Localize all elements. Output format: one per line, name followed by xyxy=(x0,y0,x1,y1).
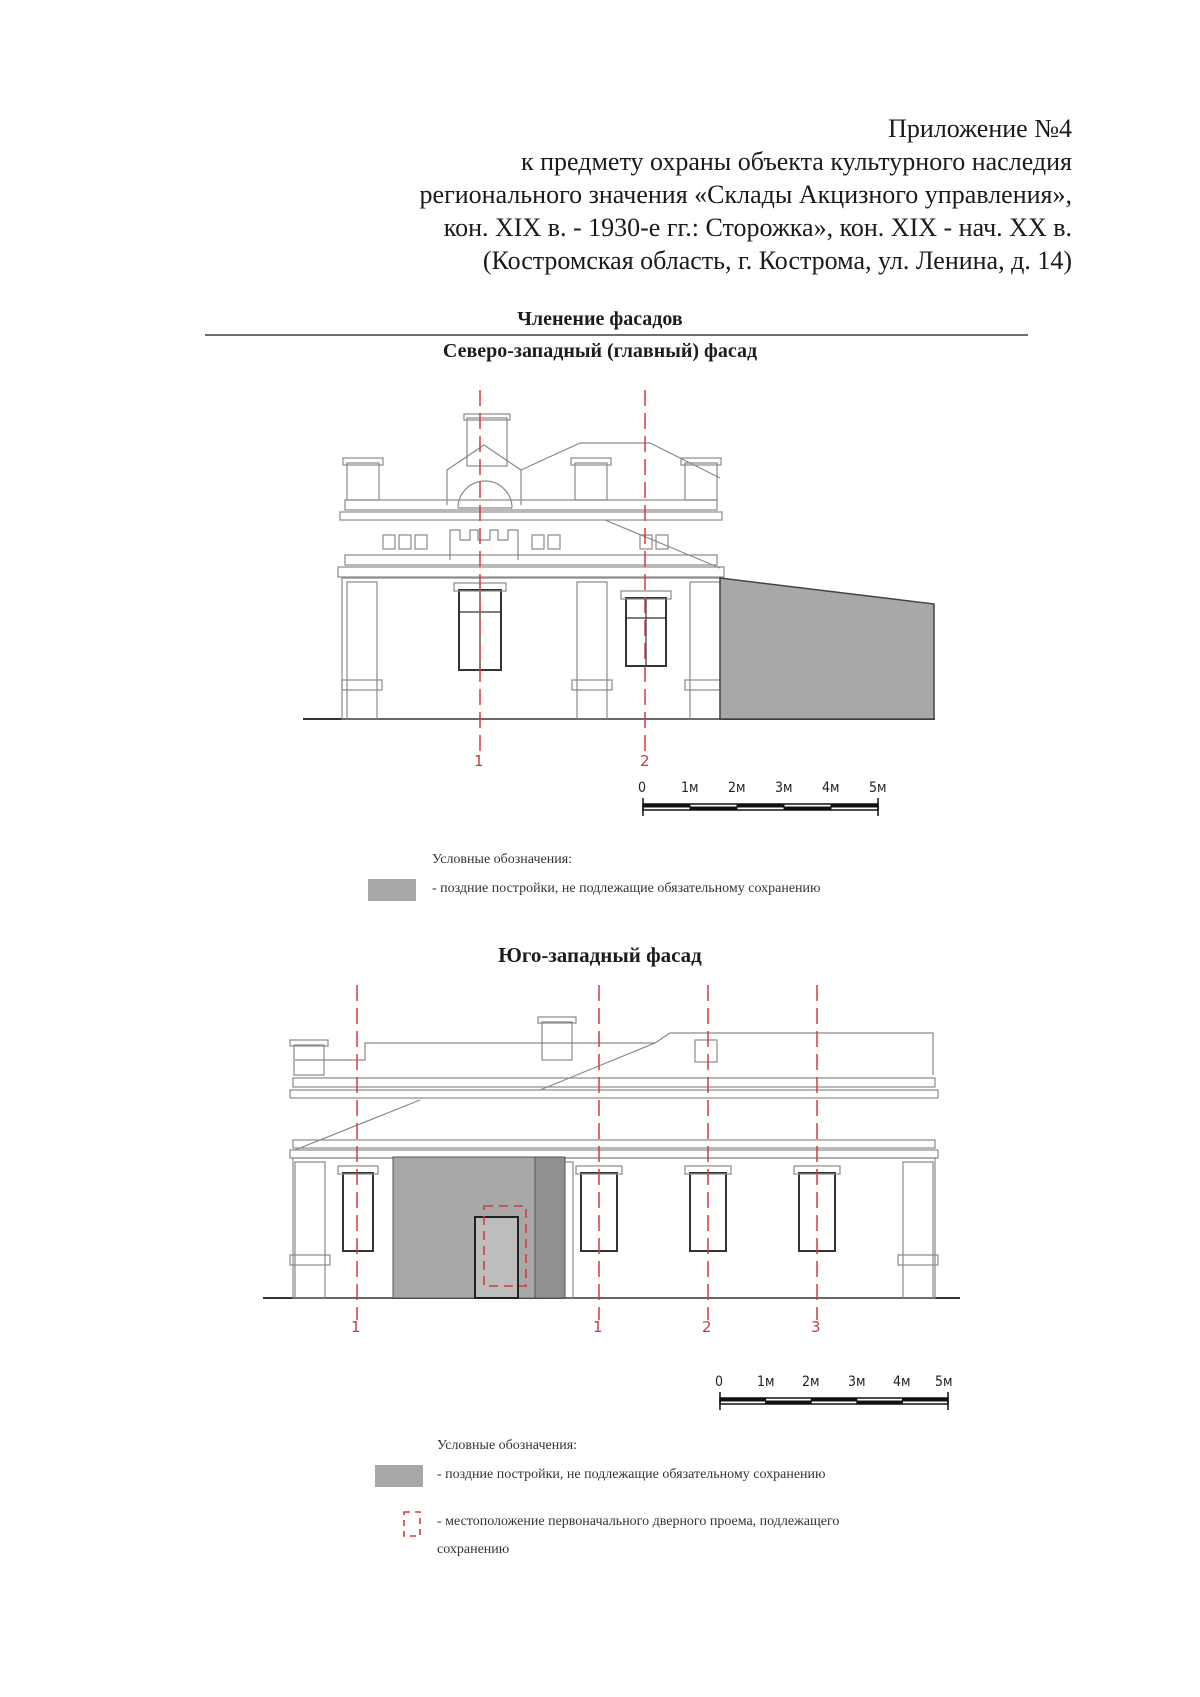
facade2-axis-label-1: 1 xyxy=(351,1318,361,1336)
legend-door-sample xyxy=(404,1512,420,1536)
facade2-legend-door: - местоположение первоначального дверного проема, подлежащего xyxy=(437,1514,840,1529)
facade2-legend-door-cont: сохранению xyxy=(437,1542,510,1557)
facade2-scale-label: 0 xyxy=(715,1374,724,1390)
facade2-scale-label: 3м xyxy=(848,1374,866,1390)
facade1-scale-label: 1м xyxy=(681,780,699,796)
facade2-title: Юго-западный фасад xyxy=(498,943,702,967)
header-line-4: кон. XIX в. - 1930-е гг.: Сторожка», кон. XIX - нач. XX в. xyxy=(443,213,1072,242)
facade2-scale-label: 4м xyxy=(893,1374,911,1390)
facade2-axis-label-3: 3 xyxy=(811,1318,821,1336)
facade1-axis-label-1: 1 xyxy=(474,752,484,770)
header-line-1: Приложение №4 xyxy=(888,114,1072,143)
facade2-legend-swatch xyxy=(375,1465,423,1487)
facade2-scale-label: 1м xyxy=(757,1374,775,1390)
header-line-3: регионального значения «Склады Акцизного управления», xyxy=(419,180,1072,209)
facade2-scale-label: 2м xyxy=(802,1374,820,1390)
facade1-scale-label: 4м xyxy=(822,780,840,796)
facade1-scale-label: 3м xyxy=(775,780,793,796)
facade1-axes xyxy=(480,390,645,755)
facade2-elevation xyxy=(263,1017,960,1298)
facade2-axis-label-2: 2 xyxy=(702,1318,712,1336)
facade2-scale-label: 5м xyxy=(935,1374,953,1390)
facade2-legend-heading: Условные обозначения: xyxy=(437,1438,578,1453)
facade2-scale-bar xyxy=(720,1392,948,1410)
facade1-scale-bar xyxy=(643,798,878,816)
facade1-scale-label: 5м xyxy=(869,780,887,796)
facade1-scale-label: 0 xyxy=(638,780,647,796)
facade1-legend-heading: Условные обозначения: xyxy=(432,852,573,867)
facade1-scale-label: 2м xyxy=(728,780,746,796)
facade1-late-annex xyxy=(720,578,934,719)
facade1-title: Северо-западный (главный) фасад xyxy=(442,340,758,362)
header-line-2: к предмету охраны объекта культурного наследия xyxy=(520,147,1072,176)
facade1-legend-late: - поздние постройки, не подлежащие обязательному сохранению xyxy=(432,881,821,896)
facade2-axis-label-1b: 1 xyxy=(593,1318,603,1336)
facade1-legend-swatch xyxy=(368,879,416,901)
facade1-axis-label-2: 2 xyxy=(640,752,650,770)
header-line-5: (Костромская область, г. Кострома, ул. Ленина, д. 14) xyxy=(482,246,1072,275)
facade2-legend-late: - поздние постройки, не подлежащие обязательному сохранению xyxy=(437,1467,826,1482)
section-title: Членение фасадов xyxy=(517,308,683,330)
